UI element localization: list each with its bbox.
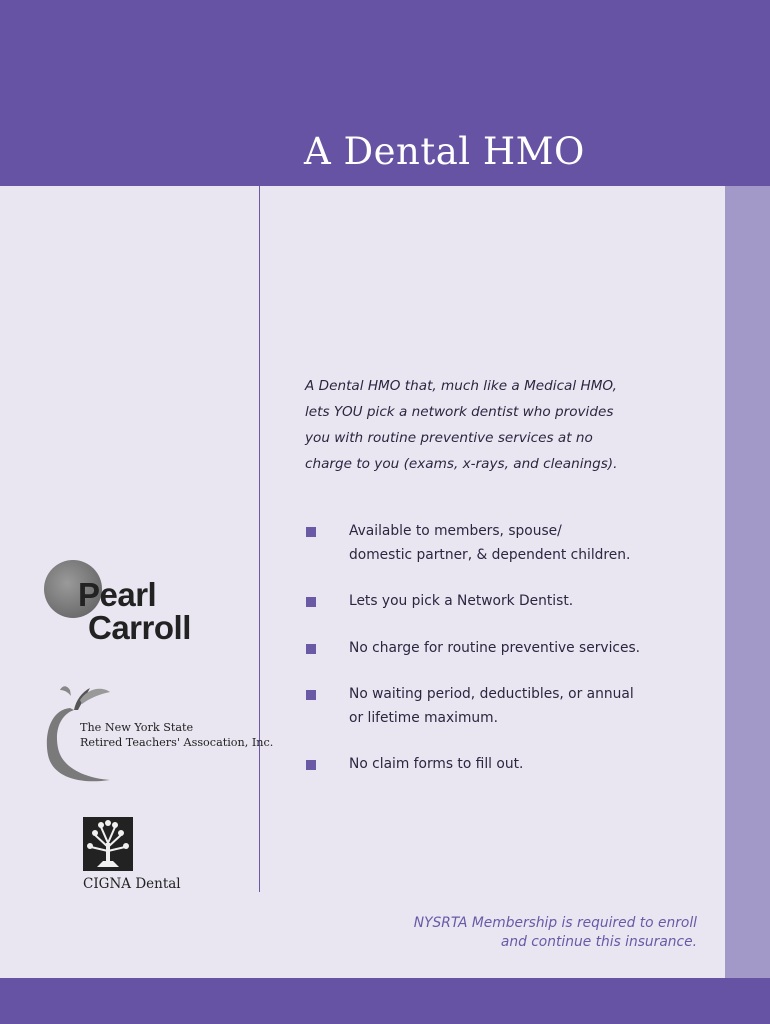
membership-footnote <box>414 914 697 952</box>
bullet-text: domestic partner, & dependent children. <box>349 546 631 563</box>
bullet-text: No charge for routine preventive services. <box>349 640 641 656</box>
bullet-text: No claim forms to fill out. <box>349 756 524 772</box>
nysrta-logo <box>40 680 274 790</box>
tree-icon-graphic <box>83 817 133 871</box>
bullet-text: Lets you pick a Network Dentist. <box>349 593 574 609</box>
intro-line: lets YOU pick a network dentist who provides <box>305 404 614 420</box>
intro-line: charge to you (exams, x-rays, and cleanings). <box>305 456 618 472</box>
intro-line: A Dental HMO that, much like a Medical HMO, <box>305 378 617 394</box>
pearl-carroll-line1: Pearl <box>78 576 157 613</box>
tree-icon <box>83 817 133 871</box>
bullet-square-icon <box>306 644 316 654</box>
bullet-square-icon <box>306 527 316 537</box>
bullet-text: Available to members, spouse/ <box>349 523 562 539</box>
right-accent-strip <box>725 186 770 978</box>
intro-paragraph <box>305 373 635 477</box>
cigna-name <box>83 876 181 892</box>
nysrta-line2: Retired Teachers' Assocation, Inc. <box>80 736 274 749</box>
bullet-square-icon <box>306 760 316 770</box>
cigna-dental-logo <box>81 815 201 895</box>
bullet-text: No waiting period, deductibles, or annual <box>349 686 634 702</box>
bullet-square-icon <box>306 690 316 700</box>
cigna-product: Dental <box>135 876 181 892</box>
cigna-brand: CIGNA <box>83 876 132 892</box>
bullet-text: or lifetime maximum. <box>349 709 498 726</box>
pearl-carroll-line2: Carroll <box>88 609 191 646</box>
footnote-line: and continue this insurance. <box>500 934 697 950</box>
nysrta-text <box>80 720 273 750</box>
pearl-carroll-logo <box>44 558 204 648</box>
nysrta-line1: The New York State <box>80 721 194 734</box>
page-title: A Dental HMO <box>304 130 585 173</box>
footer-band <box>0 978 770 1024</box>
intro-line: you with routine preventive services at no <box>305 430 593 446</box>
bullet-square-icon <box>306 597 316 607</box>
footnote-line: NYSRTA Membership is required to enroll <box>413 915 697 931</box>
